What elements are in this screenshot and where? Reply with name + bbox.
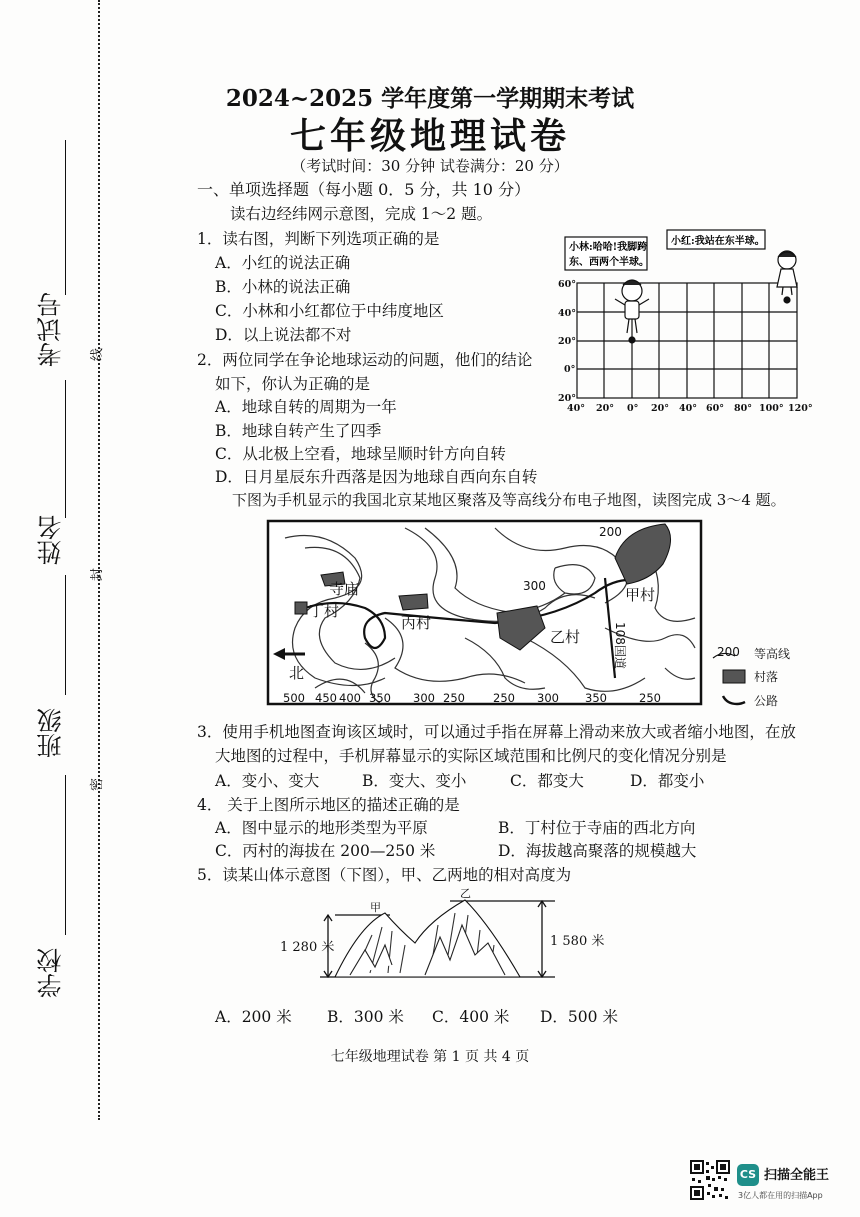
class-field[interactable] — [65, 775, 66, 935]
north-label: 北 — [289, 664, 305, 682]
q3-option-d[interactable]: D．都变小 — [630, 772, 705, 790]
lat-label-20s: 20° — [558, 393, 576, 404]
lon-label-40w: 40° — [567, 403, 585, 414]
name-label: 姓名 — [36, 515, 65, 565]
svg-text:300: 300 — [413, 691, 435, 705]
legend-village-symbol — [723, 670, 745, 683]
school-label: 学校 — [36, 948, 65, 998]
legend-road-label: 公路 — [754, 694, 779, 708]
svg-text:400: 400 — [339, 691, 361, 705]
name-field[interactable] — [65, 575, 66, 695]
q5-stem: 5．读某山体示意图（下图），甲、乙两地的相对高度为 — [197, 866, 572, 884]
q5-option-d[interactable]: D．500 米 — [540, 1008, 618, 1026]
label-temple: 寺庙 — [329, 580, 360, 598]
lat-label-40: 40° — [558, 308, 576, 319]
highway-label: 108国道 — [613, 622, 627, 669]
label-bing-village: 丙村 — [401, 614, 432, 632]
q5-option-c[interactable]: C．400 米 — [432, 1008, 510, 1026]
speech-hong: 小红:我站在东半球。 — [671, 236, 765, 247]
section-heading: 一、单项选择题（每小题 0．5 分，共 10 分） — [197, 180, 531, 199]
lat-label-20n: 20° — [558, 336, 576, 347]
class-label: 班级 — [36, 708, 65, 758]
svg-text:500: 500 — [283, 691, 305, 705]
peak-jia-label: 甲 — [370, 901, 381, 914]
qr-code-icon — [690, 1160, 730, 1200]
q4-option-d[interactable]: D．海拔越高聚落的规模越大 — [498, 842, 697, 860]
page-footer: 七年级地理试卷 第 1 页 共 4 页 — [330, 1049, 530, 1065]
seal-char-seal: 封 — [90, 567, 106, 582]
speech-lin-line1: 小林:哈哈!我脚跨 — [569, 242, 648, 253]
label-ding-village: 丁村 — [309, 602, 340, 620]
q3-option-c[interactable]: C．都变大 — [510, 772, 584, 790]
mountain-silhouette — [335, 900, 520, 977]
lat-label-0: 0° — [564, 364, 576, 375]
lon-label-100e: 100° — [759, 403, 784, 414]
svg-text:250: 250 — [639, 691, 661, 705]
legend-village-label: 村落 — [754, 670, 779, 684]
lat-label-60: 60° — [558, 279, 576, 290]
q5-option-b[interactable]: B．300 米 — [327, 1008, 404, 1026]
lon-label-20e: 20° — [651, 403, 669, 414]
lon-label-0: 0° — [627, 403, 639, 414]
lon-label-20w: 20° — [596, 403, 614, 414]
graticule — [577, 283, 797, 398]
q4-option-a[interactable]: A．图中显示的地形类型为平原 — [215, 819, 428, 837]
q1-option-c[interactable]: C．小林和小红都位于中纬度地区 — [215, 302, 444, 320]
map-intro: 下图为手机显示的我国北京某地区聚落及等高线分布电子地图，读图完成 3～4 题。 — [232, 491, 786, 509]
svg-text:350: 350 — [369, 691, 391, 705]
scanner-tagline: 3亿人都在用的扫描App — [738, 1191, 823, 1200]
q3-stem-line1: 3．使用手机地图查询该区域时，可以通过手指在屏幕上滑动来放大或者缩小地图，在放 — [197, 723, 796, 741]
q2-option-c[interactable]: C．从北极上空看，地球呈顺时针方向自转 — [215, 445, 506, 463]
q4-option-c[interactable]: C．丙村的海拔在 200—250 米 — [215, 842, 436, 860]
svg-text:300: 300 — [537, 691, 559, 705]
exam-number-field-2[interactable] — [65, 380, 66, 518]
speech-lin-line2: 东、西两个半球。 — [569, 257, 649, 268]
exam-info: （考试时间：30 分钟 试卷满分：20 分） — [291, 157, 569, 175]
q1-option-b[interactable]: B．小林的说法正确 — [215, 278, 351, 296]
q2-option-b[interactable]: B．地球自转产生了四季 — [215, 422, 382, 440]
hong-figure — [777, 251, 797, 303]
lon-label-80e: 80° — [734, 403, 752, 414]
exam-number-label: 考试号 — [36, 292, 65, 367]
q1-option-d[interactable]: D．以上说法都不对 — [215, 326, 352, 344]
contour-value-200: 200 — [599, 525, 622, 539]
contour-value-300: 300 — [523, 579, 546, 593]
q3-stem-line2: 大地图的过程中，手机屏幕显示的实际区域范围和比例尺的变化情况分别是 — [215, 747, 727, 765]
lon-label-60e: 60° — [706, 403, 724, 414]
q5-option-a[interactable]: A．200 米 — [215, 1008, 292, 1026]
svg-text:250: 250 — [443, 691, 465, 705]
q4-option-b[interactable]: B．丁村位于寺庙的西北方向 — [498, 819, 696, 837]
q2-stem-line2: 如下，你认为正确的是 — [215, 375, 371, 393]
q4-stem: 4． 关于上图所示地区的描述正确的是 — [197, 796, 460, 814]
height-left-label: 1 280 米 — [280, 940, 335, 955]
q2-option-a[interactable]: A．地球自转的周期为一年 — [215, 398, 397, 416]
q3-option-a[interactable]: A．变小、变大 — [215, 772, 320, 790]
legend-contour-symbol: 200 — [717, 645, 740, 659]
label-jia-village: 甲村 — [625, 586, 656, 604]
svg-text:250: 250 — [493, 691, 515, 705]
q1-option-a[interactable]: A．小红的说法正确 — [215, 254, 351, 272]
mountain-figure — [280, 885, 620, 990]
legend-contour-label: 等高线 — [754, 647, 791, 661]
exam-subject-title: 七年级地理试卷 — [289, 115, 570, 157]
section-intro: 读右边经纬网示意图，完成 1～2 题。 — [230, 205, 493, 223]
svg-text:450: 450 — [315, 691, 337, 705]
height-right-label: 1 580 米 — [550, 934, 605, 949]
contour-map-figure — [265, 518, 825, 708]
map-legend — [713, 645, 790, 708]
scanner-name: 扫描全能王 — [764, 1168, 830, 1183]
label-yi-village: 乙村 — [550, 628, 581, 646]
exam-title: 2024~2025 学年度第一学期期末考试 — [225, 85, 635, 112]
lat-lon-grid-figure — [555, 225, 815, 415]
seal-char-secret: 密 — [90, 777, 106, 792]
seal-char-line: 线 — [90, 347, 106, 362]
lon-label-40e: 40° — [679, 403, 697, 414]
peak-yi-label: 乙 — [460, 887, 471, 900]
legend-road-symbol — [723, 696, 745, 704]
q2-option-d[interactable]: D．日月星辰东升西落是因为地球自西向东自转 — [215, 468, 538, 486]
q2-stem-line1: 2．两位同学在争论地球运动的问题，他们的结论 — [197, 351, 533, 369]
svg-text:350: 350 — [585, 691, 607, 705]
q3-option-b[interactable]: B．变大、变小 — [362, 772, 467, 790]
lon-label-120e: 120° — [788, 403, 813, 414]
scanner-logo: CS — [737, 1164, 759, 1186]
q1-stem: 1．读右图，判断下列选项正确的是 — [197, 230, 440, 248]
